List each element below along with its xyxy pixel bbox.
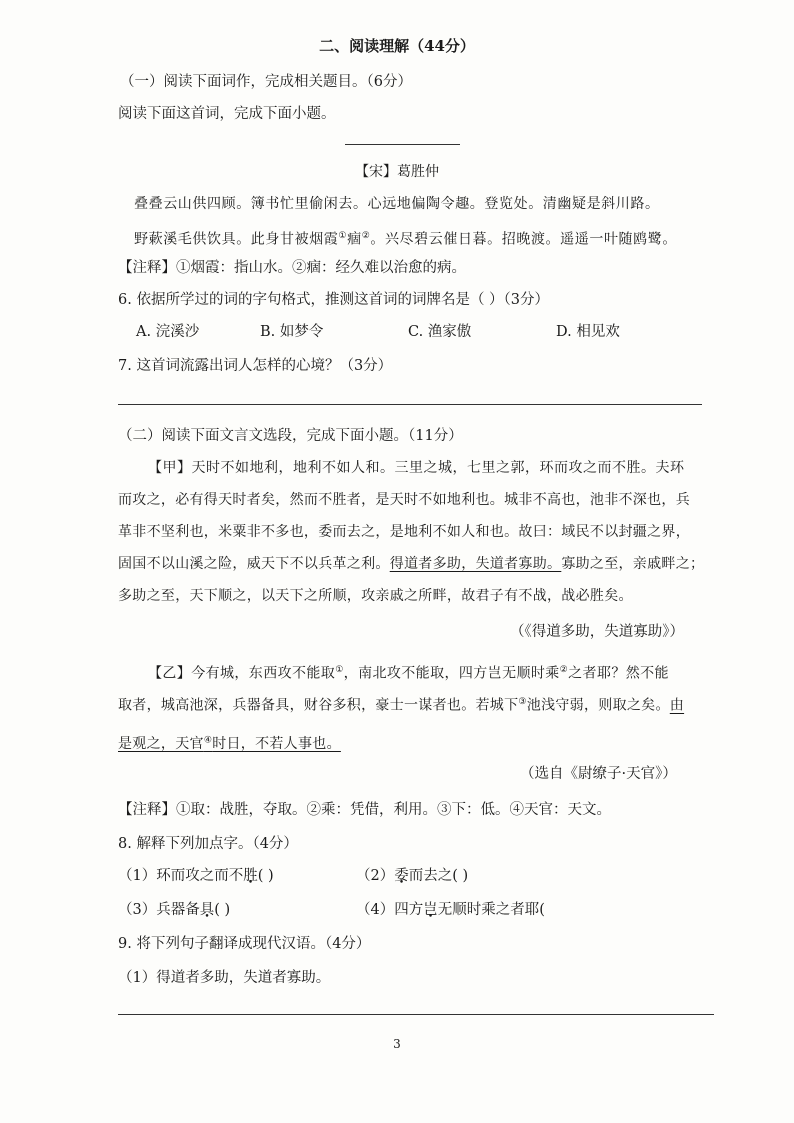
- part1-heading: （一）阅读下面词作，完成相关题目。（6分）: [120, 74, 412, 90]
- q8-text: （3）兵器备: [118, 902, 200, 918]
- q8-text: （4）四方: [356, 902, 424, 918]
- q6-option-b[interactable]: B. 如梦令: [260, 324, 324, 340]
- yi-text: 是观之，天官: [118, 735, 204, 752]
- answer-line-q9[interactable]: [118, 1014, 714, 1015]
- poem-text: 痼: [347, 231, 362, 248]
- dotted-char: 委: [394, 868, 409, 884]
- part1-instruction: 阅读下面这首词，完成下面小题。: [118, 106, 336, 122]
- q9-item-1: （1）得道者多助，失道者寡助。: [118, 970, 331, 986]
- section-title: 二、阅读理解（44分）: [319, 37, 475, 55]
- q8-text: （2）: [356, 868, 395, 884]
- underlined-sentence: 得道者多助，失道者寡助。: [389, 556, 562, 572]
- answer-line-q7[interactable]: [118, 404, 702, 405]
- poem-author: 【宋】葛胜仲: [355, 164, 439, 180]
- q8-item-1[interactable]: [118, 866, 274, 886]
- poem-text: 。兴尽碧云催日暮。招晚渡。遥遥一叶随鸥鹭。: [370, 231, 677, 248]
- yi-line-1: [148, 660, 669, 684]
- q8-blank[interactable]: ( ): [257, 868, 274, 884]
- footnote-mark: ①: [335, 665, 344, 675]
- underlined-sentence: [118, 736, 341, 752]
- question-9: 9. 将下列句子翻译成现代汉语。（4分）: [118, 936, 371, 952]
- q8-blank[interactable]: 而去之( ): [408, 868, 469, 884]
- poem-line-1: 叠叠云山供四顾。簿书忙里偷闲去。心远地偏陶令趣。登览处。清幽疑是斜川路。: [134, 196, 660, 212]
- yi-line-2: [118, 692, 684, 716]
- footnote-mark: ①: [338, 231, 348, 241]
- footnote-mark: ②: [361, 231, 371, 241]
- prose-note: 【注释】①取：战胜，夺取。②乘：凭借，利用。③下：低。④天官：天文。: [118, 802, 611, 818]
- jia-line-2: 而攻之，必有得天时者矣，然而不胜者，是天时不如地利也。城非不高也，池非不深也，兵: [118, 492, 690, 508]
- footnote-mark: ④: [203, 735, 213, 745]
- poem-line-2: [134, 226, 677, 250]
- jia-source: （《得道多助，失道寡助》）: [510, 624, 684, 640]
- yi-source: （选自《尉缭子·天官》）: [520, 766, 677, 782]
- footnote-mark: ③: [518, 697, 527, 707]
- q6-option-d[interactable]: D. 相见欢: [556, 324, 620, 340]
- yi-text: ，南北攻不能取，四方岂无顺时乘: [343, 665, 560, 682]
- footnote-mark: ②: [559, 665, 569, 675]
- jia-line-5: 多助之至，天下顺之，以天下之所顺，攻亲戚之所畔，故君子有不战，战必胜矣。: [118, 588, 633, 604]
- q8-text: （1）环而攻之而不: [118, 868, 244, 884]
- part2-heading: （二）阅读下面文言文选段，完成下面小题。（11分）: [118, 428, 463, 444]
- yi-line-3: [118, 730, 341, 754]
- q6-option-a[interactable]: A. 浣溪沙: [136, 324, 200, 340]
- title-rule: [345, 144, 460, 145]
- question-8: 8. 解释下列加点字。（4分）: [118, 836, 298, 852]
- yi-text: 【乙】今有城，东西攻不能取: [148, 665, 336, 682]
- page-number: 3: [393, 1037, 401, 1051]
- yi-text: 取者，城高池深，兵器备具，财谷多积，豪士一谋者也。若城下: [118, 697, 519, 714]
- jia-text: 寡助之至，亲戚畔之；: [561, 556, 705, 572]
- dotted-char: 岂: [423, 902, 438, 918]
- yi-text: 之者耶？然不能: [568, 665, 669, 682]
- q8-item-2[interactable]: [356, 866, 468, 886]
- q8-item-4[interactable]: [356, 900, 545, 920]
- yi-text: 时日，不若人事也。: [212, 735, 341, 752]
- poem-note: 【注释】①烟霞：指山水。②痼：经久难以治愈的病。: [118, 260, 466, 276]
- question-6: 6. 依据所学过的词的字句格式，推测这首词的词牌名是（ ）（3分）: [118, 292, 550, 308]
- underlined-sentence: 由: [669, 697, 685, 714]
- q6-option-c[interactable]: C. 渔家傲: [408, 324, 472, 340]
- q8-blank[interactable]: ( ): [214, 902, 231, 918]
- yi-text: 池浅守弱，则取之矣。: [526, 697, 670, 714]
- poem-text: 野蔌溪毛供饮具。此身甘被烟霞: [134, 231, 339, 248]
- question-7: 7. 这首词流露出词人怎样的心境？（3分）: [118, 358, 393, 374]
- jia-line-4: [118, 554, 704, 574]
- jia-line-1: 【甲】天时不如地利，地利不如人和。三里之城，七里之郭，环而攻之而不胜。夫环: [148, 460, 685, 476]
- dotted-char: 胜: [243, 868, 258, 884]
- q8-item-3[interactable]: [118, 900, 230, 920]
- q8-blank[interactable]: 无顺时乘之者耶(: [437, 902, 545, 918]
- dotted-char: 具: [199, 902, 215, 918]
- jia-text: 固国不以山溪之险，威天下不以兵革之利。: [118, 556, 390, 572]
- jia-line-3: 革非不坚利也，米粟非不多也，委而去之，是地利不如人和也。故曰：域民不以封疆之界，: [118, 524, 690, 540]
